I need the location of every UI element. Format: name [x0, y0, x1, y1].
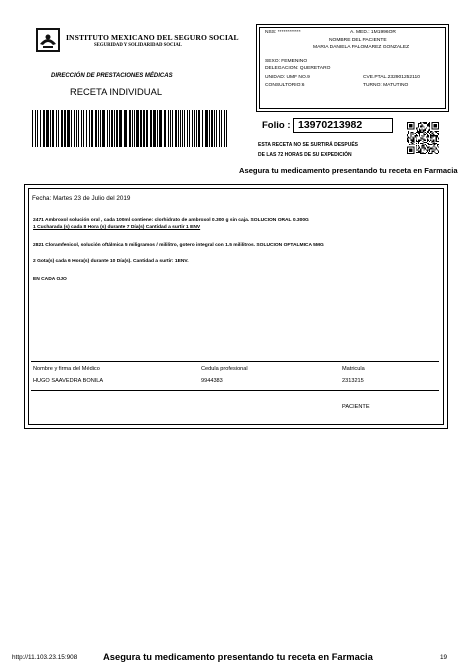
a-med: A. MED.: 1M1996OR [350, 30, 396, 35]
matricula-label: Matricula [342, 366, 365, 372]
consultorio: CONSULTORIO:6 [265, 83, 305, 88]
signature-divider-bottom [31, 390, 439, 391]
imss-logo [36, 28, 239, 56]
unidad: UNIDAD: UMF NO.9 [265, 75, 310, 80]
matricula-value: 2313215 [342, 378, 364, 384]
paciente-label: PACIENTE [342, 404, 370, 410]
org-name: INSTITUTO MEXICANO DEL SEGURO SOCIAL [66, 33, 239, 42]
org-subtitle: SEGURIDAD Y SOLIDARIDAD SOCIAL [94, 43, 183, 48]
sexo: SEXO: FEMENINO [265, 59, 308, 64]
medication-1-dosage: 1 Cucharada (s) cada 8 Hora (s) durante 7 Día(s) Cantidad a surtir 1 ENV [33, 225, 201, 230]
doctor-label: Nombre y firma del Médico [33, 366, 100, 372]
medication-2-dosage: 2 Gota(s) cada 6 Hora(s) durante 10 Día(s). Cantidad a surtir: 1ENV. [33, 259, 189, 264]
patient-name: MARIA DANIELA PALOMAREZ GONZALEZ [313, 45, 410, 50]
expiry-warning [258, 140, 358, 160]
qr-code [407, 122, 439, 154]
imss-eagle-icon [36, 28, 60, 52]
delegacion: DELEGACION: QUERETARO [265, 66, 331, 71]
signature-divider-top [31, 361, 439, 362]
folio-label: Folio : [262, 120, 291, 131]
folio-value: 13970213982 [293, 118, 393, 133]
document-type: RECETA INDIVIDUAL [70, 86, 163, 97]
doctor-name: HUGO SAAVEDRA BONILA [33, 378, 104, 384]
footer-url: http://11.103.23.15:908 [12, 654, 78, 661]
direction-title: DIRECCIÓN DE PRESTACIONES MÉDICAS [51, 73, 173, 79]
medication-1-desc: 2471 Ambroxol solución oral , cada 100ml contiene: clorhidrato de ambroxol 0.300 g sin caja. SOLUCION ORAL 0.300G [33, 218, 309, 223]
turno: TURNO: MATUTINO [363, 83, 409, 88]
nss: NSS: ************ [265, 30, 301, 35]
warning-line-2: DE LAS 72 HORAS DE SU EXPEDICIÓN [258, 152, 352, 158]
page-number: 19 [440, 654, 448, 661]
barcode [32, 110, 229, 147]
warning-line-1: ESTA RECETA NO SE SURTIRÁ DESPUÉS [258, 142, 359, 148]
prescription-date: Fecha: Martes 23 de Julio del 2019 [32, 195, 131, 202]
cedula-label: Cedula profesional [201, 366, 248, 372]
cve-ptal: CVE.PTAL.232901252110 [363, 75, 420, 80]
patient-name-label: NOMBRE DEL PACIENTE [329, 38, 387, 43]
medication-2-desc: 2821 Cloramfenicol, solución oftálmica 5 miligramos / mililitro, gotero integral con 1.5 mililitros. SOLUCION OFTALMICA 5MG [33, 243, 324, 248]
footer-pharmacy-notice: Asegura tu medicamento presentando tu receta en Farmacia [100, 651, 376, 662]
pharmacy-notice: Asegura tu medicamento presentando tu receta en Farmacia [239, 166, 458, 175]
medication-note: EN CADA OJO [33, 277, 67, 282]
cedula-value: 9944383 [201, 378, 223, 384]
